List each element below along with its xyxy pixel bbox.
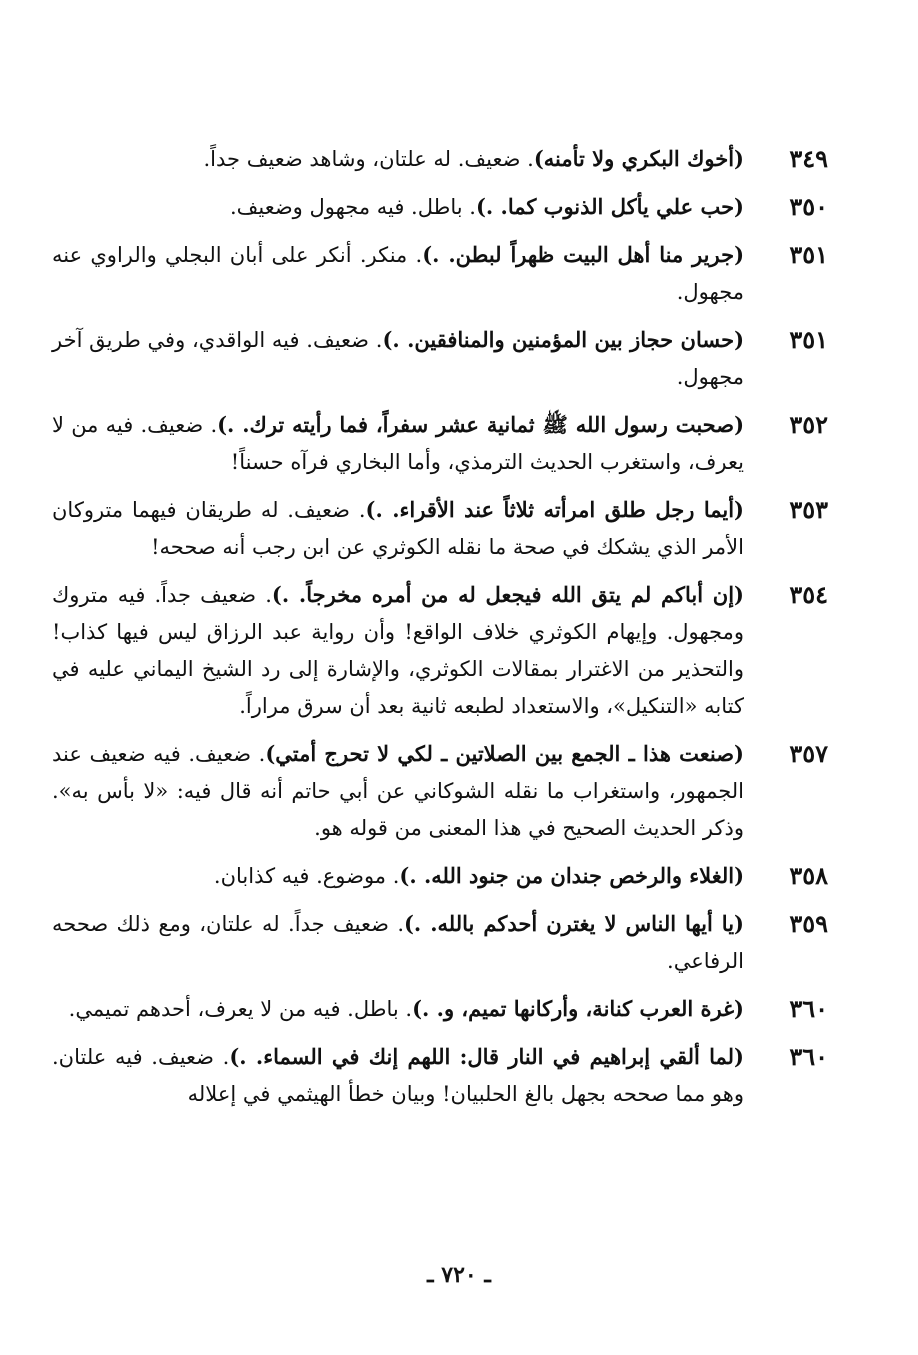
entry-text: . ضعيف. له علتان، وشاهد ضعيف جداً. xyxy=(203,147,534,171)
entry-number: ٣٥٤ xyxy=(789,580,828,609)
entry-number: ٣٥١ xyxy=(789,325,828,354)
entry-number: ٣٥٢ xyxy=(789,410,828,439)
entry-number: ٣٦٠ xyxy=(789,994,828,1023)
entry-text: . منكر. أنكر على أبان البجلي والراوي عنه مجهول. xyxy=(52,243,744,304)
entry-title: (الغلاء والرخص جندان من جنود الله. .) xyxy=(399,863,744,888)
entry-title: (لما ألقي إبراهيم في النار قال: اللهم إنك في السماء. .) xyxy=(229,1044,744,1069)
entry-title: (حب علي يأكل الذنوب كما. .) xyxy=(475,194,744,219)
hadith-entry xyxy=(52,321,832,396)
entry-number: ٣٥١ xyxy=(789,240,828,269)
entry-title: (جرير منا أهل البيت ظهراً لبطن. .) xyxy=(422,242,745,267)
entry-title: (حسان حجاز بين المؤمنين والمنافقين. .) xyxy=(382,327,745,352)
entry-text: . باطل. فيه من لا يعرف، أحدهم تميمي. xyxy=(68,997,413,1021)
hadith-entry xyxy=(52,857,832,895)
hadith-entry xyxy=(52,236,832,311)
entry-number: ٣٥٩ xyxy=(789,909,828,938)
page-number: ـ ٧٢٠ ـ xyxy=(427,1262,491,1288)
entry-text: . ضعيف جداً. فيه متروك ومجهول. وإيهام الكوثري خلاف الواقع! وأن رواية عبد الرزاق ليس فيها كذاب! والتحذير من الاغترار بمقالات الكوثري، والإشارة إلى رد الشيخ اليماني عليه في كتابه «التنكيل»، والاستعداد لطبعه ثانية بعد أن سرق مراراً. xyxy=(52,583,744,718)
entry-text: . ضعيف. فيه من لا يعرف، واستغرب الحديث الترمذي، وأما البخاري فرآه حسناً! xyxy=(52,413,744,474)
entry-title: (يا أيها الناس لا يغترن أحدكم بالله. .) xyxy=(404,911,744,936)
entry-body xyxy=(52,735,744,847)
entry-body xyxy=(52,140,744,178)
hadith-entry xyxy=(52,188,832,226)
entry-body xyxy=(52,990,744,1028)
hadith-entry xyxy=(52,406,832,481)
entry-title: (صحبت رسول الله ﷺ ثمانية عشر سفراً، فما رأيته ترك. .) xyxy=(217,412,745,437)
entry-title: (صنعت هذا ـ الجمع بين الصلاتين ـ لكي لا تحرج أمتي) xyxy=(265,741,744,766)
entry-title: (أخوك البكري ولا تأمنه) xyxy=(533,146,744,171)
entry-body xyxy=(52,576,744,725)
entry-text: . ضعيف. فيه ضعيف عند الجمهور، واستغراب ما نقله الشوكاني عن أبي حاتم أنه قال فيه: «لا بأس به». وذكر الحديث الصحيح في هذا المعنى من قوله هو. xyxy=(52,742,744,840)
entry-text: . ضعيف. له طريقان فيهما متروكان الأمر الذي يشكك في صحة ما نقله الكوثري عن ابن رجب أنه صححه! xyxy=(52,498,744,559)
entry-body xyxy=(52,321,744,396)
hadith-entry xyxy=(52,905,832,980)
entry-number: ٣٥٧ xyxy=(789,739,828,768)
hadith-entry xyxy=(52,735,832,847)
entry-number: ٣٥٣ xyxy=(789,495,828,524)
entry-text: . موضوع. فيه كذابان. xyxy=(213,864,400,888)
entry-body xyxy=(52,1038,744,1113)
entry-text: . ضعيف جداً. له علتان، ومع ذلك صححه الرفاعي. xyxy=(52,912,744,973)
entry-title: (إن أباكم لم يتق الله فيجعل له من أمره مخرجاً. .) xyxy=(271,582,744,607)
entry-body xyxy=(52,857,744,895)
entry-body xyxy=(52,188,744,226)
entry-title: (غرة العرب كنانة، وأركانها تميم، و. .) xyxy=(412,996,744,1021)
entry-body xyxy=(52,236,744,311)
hadith-entry xyxy=(52,576,832,725)
entry-number: ٣٥٠ xyxy=(789,192,828,221)
hadith-entry xyxy=(52,491,832,566)
entry-text: . باطل. فيه مجهول وضعيف. xyxy=(229,195,476,219)
hadith-entries-list xyxy=(52,140,832,1123)
hadith-entry xyxy=(52,990,832,1028)
entry-number: ٣٦٠ xyxy=(789,1042,828,1071)
entry-body xyxy=(52,406,744,481)
entry-text: . ضعيف. فيه الواقدي، وفي طريق آخر مجهول. xyxy=(52,328,744,389)
entry-title: (أيما رجل طلق امرأته ثلاثاً عند الأقراء. .) xyxy=(365,497,744,522)
entry-text: . ضعيف. فيه علتان. وهو مما صححه بجهل بالغ الحلبيان! وبيان خطأ الهيثمي في إعلاله xyxy=(52,1045,744,1106)
entry-body xyxy=(52,491,744,566)
entry-number: ٣٥٨ xyxy=(789,861,828,890)
hadith-entry xyxy=(52,140,832,178)
entry-body xyxy=(52,905,744,980)
entry-number: ٣٤٩ xyxy=(789,144,828,173)
hadith-entry xyxy=(52,1038,832,1113)
